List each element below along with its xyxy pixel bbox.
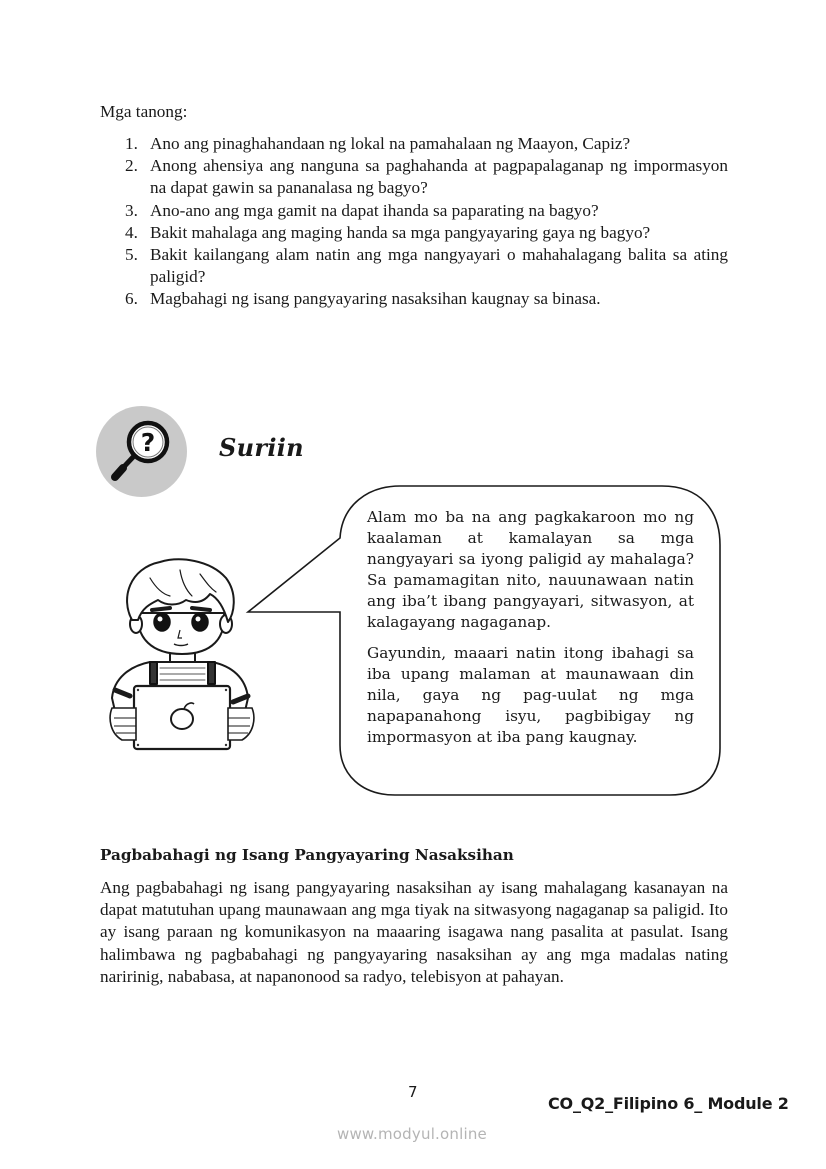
question-text: Ano-ano ang mga gamit na dapat ihanda sa paparating na bagyo? (150, 200, 599, 220)
question-text: Magbahagi ng isang pangyayaring nasaksihan kaugnay sa binasa. (150, 289, 601, 309)
question-text: Bakit kailangang alam natin ang mga nangyayari o mahahalagang balita sa ating paligid? (150, 245, 728, 287)
question-number: 5. (125, 245, 138, 265)
question-text: Ano ang pinaghahandaan ng lokal na pamahalaan ng Maayon, Capiz? (150, 134, 631, 153)
question-text: Anong ahensiya ang nanguna sa paghahanda at pagpapalaganap ng impormasyon na dapat gawin sa pananalasa ng bagyo? (150, 156, 728, 198)
question-text: Bakit mahalaga ang maging handa sa mga pangyayaring gaya ng bagyo? (150, 222, 651, 242)
svg-text:?: ? (140, 428, 156, 457)
bubble-paragraph: Alam mo ba na ang pagkakaroon mo ng kaalaman at kamalayan sa mga nangyayari sa iyong paligid ay mahalaga? Sa pamamagitan nito, nauunawaan natin ang iba’t ibang pangyayari, sitwasyon, at kalagayang nagaganap. (367, 508, 694, 632)
question-number: 6. (125, 289, 138, 309)
lesson-heading: Pagbabahagi ng Isang Pangyayaring Nasaksihan (100, 846, 514, 864)
questions-label: Mga tanong: (100, 102, 188, 121)
page-number: 7 (408, 1083, 418, 1101)
bubble-paragraph: Gayundin, maaari natin itong ibahagi sa iba upang malaman at maunawaan din nila, gaya ng pag-uulat ng mga napapanahong isyu, pagbibigay ng impormasyon at iba pang kaugnay. (367, 643, 694, 746)
question-number: 1. (125, 134, 138, 153)
boy-with-tablet-illustration (100, 558, 265, 753)
section-title: Suriin (219, 433, 304, 462)
module-code: CO_Q2_Filipino 6_ Module 2 (548, 1094, 789, 1113)
speech-bubble-text (367, 507, 694, 748)
question-number: 3. (125, 200, 138, 220)
lesson-paragraph: Ang pagbabahagi ng isang pangyayaring nasaksihan ay isang mahalagang kasanayan na dapat matutuhan upang maunawaan ang mga tiyak na sitwasyong nagaganap sa paligid. Ito ay isang paraan ng komunikasyon na maaaring isagawa nang pasalita at pasulat. Isang halimbawa ng pagbabahagi ng pangyayaring nasaksihan ay ang mga madalas nating naririnig, nababasa, at napanonood sa radyo, telebisyon at pahayan. (100, 878, 728, 986)
question-number: 2. (125, 156, 138, 176)
watermark: www.modyul.online (337, 1125, 487, 1143)
question-number: 4. (125, 222, 138, 242)
